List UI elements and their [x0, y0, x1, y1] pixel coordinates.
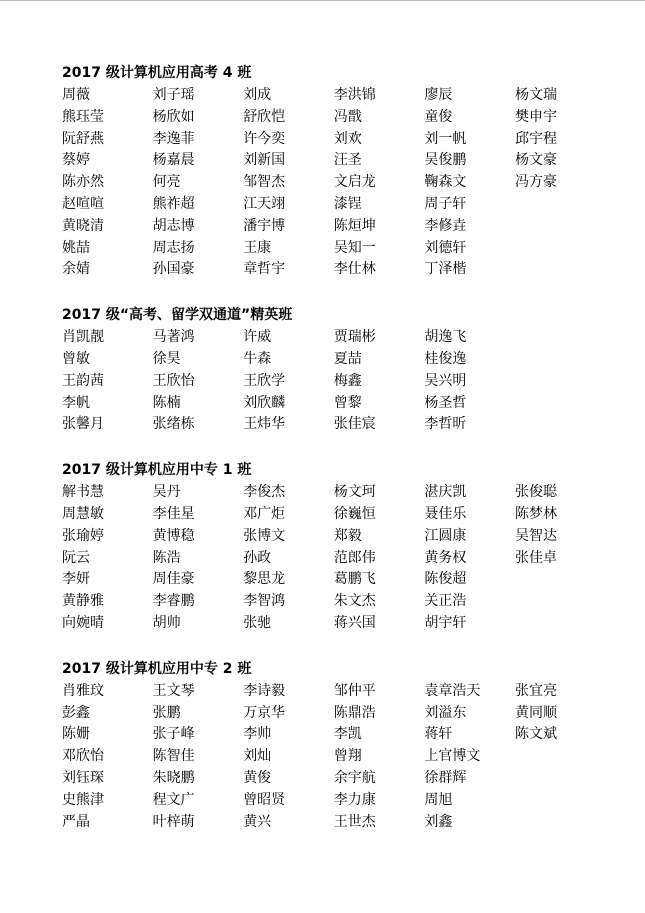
student-name: 徐群辉	[424, 769, 467, 786]
student-name: 陈文斌	[514, 726, 557, 743]
student-name: 黄同顺	[514, 704, 557, 721]
student-name: 曾敏	[62, 350, 90, 367]
student-name: 王欣怡	[152, 372, 195, 389]
student-name: 潘宇博	[243, 217, 286, 234]
student-name: 刘一帆	[424, 130, 467, 147]
name-row	[62, 85, 632, 107]
name-row	[62, 812, 632, 834]
name-row	[62, 414, 632, 436]
student-name: 漆锃	[333, 195, 362, 212]
student-name: 牛森	[243, 350, 272, 367]
student-name: 余宇航	[333, 769, 376, 786]
name-row	[62, 591, 632, 613]
name-row	[62, 259, 632, 281]
student-name: 李妍	[62, 571, 90, 588]
student-name: 刘灿	[243, 748, 272, 765]
student-name: 李修垚	[424, 217, 467, 234]
student-name: 陈浩	[152, 549, 181, 566]
student-name: 陈梦林	[514, 505, 557, 522]
student-name: 周子轩	[424, 195, 467, 212]
student-name: 聂佳乐	[424, 505, 467, 522]
student-name: 吴兴明	[424, 372, 467, 389]
student-name: 黄务权	[424, 549, 467, 566]
student-name: 周慧敏	[62, 505, 104, 522]
student-name: 杨欣如	[152, 108, 195, 125]
student-name: 刘欣麟	[243, 394, 286, 411]
page-top-border	[0, 0, 645, 1]
student-name: 蔡婷	[62, 152, 90, 169]
name-row	[62, 724, 632, 746]
name-row	[62, 681, 632, 703]
student-name: 邹智杰	[243, 174, 286, 191]
student-name: 王欣学	[243, 372, 286, 389]
student-name: 严晶	[62, 813, 90, 830]
name-row	[62, 371, 632, 393]
class-section	[62, 657, 632, 834]
name-row	[62, 129, 632, 151]
name-row	[62, 746, 632, 768]
student-name: 彭鑫	[62, 704, 90, 721]
student-name: 杨文瑞	[514, 87, 557, 103]
student-name: 廖辰	[424, 87, 453, 103]
name-row	[62, 238, 632, 260]
student-name: 张佳宸	[333, 416, 376, 433]
student-name: 胡志博	[152, 217, 195, 234]
student-name: 李帅	[243, 726, 272, 743]
student-name: 曾黎	[333, 394, 362, 411]
student-name: 张宜亮	[514, 682, 557, 699]
student-name: 徐昊	[152, 350, 181, 367]
student-name: 陈俊超	[424, 571, 467, 588]
student-name: 袁章浩天	[424, 682, 481, 699]
name-row	[62, 150, 632, 172]
student-name: 陈姗	[62, 726, 90, 743]
name-row	[62, 504, 632, 526]
name-row	[62, 172, 632, 194]
student-name: 张佳卓	[514, 549, 557, 566]
student-name: 何亮	[152, 174, 181, 191]
student-name: 王炜华	[243, 416, 286, 433]
student-name: 樊申宇	[514, 108, 557, 125]
student-name: 汪圣	[333, 152, 362, 169]
student-name: 刘成	[243, 87, 272, 103]
student-name: 王韵茜	[62, 372, 104, 389]
student-name: 邱宇程	[514, 130, 557, 147]
student-name: 王世杰	[333, 813, 376, 830]
name-row	[62, 194, 632, 216]
student-name: 胡帅	[152, 614, 181, 631]
student-name: 孙国豪	[152, 261, 195, 278]
student-name: 梅鑫	[333, 372, 362, 389]
student-name: 周旭	[424, 791, 453, 808]
student-name: 文启龙	[333, 174, 376, 191]
student-name: 姚喆	[62, 239, 90, 256]
student-name: 黄兴	[243, 813, 272, 830]
student-name: 邓广炬	[243, 505, 286, 522]
student-name: 邹仲平	[333, 682, 376, 699]
student-name: 葛鹏飞	[333, 571, 376, 588]
student-name: 张瑜婷	[62, 527, 104, 544]
student-name: 张子峰	[152, 726, 195, 743]
student-name: 丁泽楷	[424, 261, 467, 278]
student-name: 李凯	[333, 726, 362, 743]
student-name: 马著鸿	[152, 329, 195, 346]
name-row	[62, 768, 632, 790]
student-name: 肖雅玟	[62, 682, 104, 699]
student-name: 杨文豪	[514, 152, 557, 169]
student-name: 熊祚超	[152, 195, 195, 212]
student-name: 鞠森文	[424, 174, 467, 191]
name-row	[62, 349, 632, 371]
student-name: 陈楠	[152, 394, 181, 411]
student-name: 黄俊	[243, 769, 272, 786]
student-name: 杨嘉晨	[152, 152, 195, 169]
student-name: 张鹏	[152, 704, 181, 721]
name-row	[62, 393, 632, 415]
class-section	[62, 458, 632, 635]
class-title: 2017 级计算机应用中专 1 班	[62, 462, 252, 479]
student-name: 冯方豪	[514, 174, 557, 191]
student-name: 许威	[243, 329, 272, 346]
class-title: 2017 级计算机应用高考 4 班	[62, 65, 252, 81]
student-name: 吴丹	[152, 484, 181, 501]
student-name: 李诗毅	[243, 682, 286, 699]
student-name: 陈烜坤	[333, 217, 376, 234]
name-row	[62, 703, 632, 725]
student-name: 阮舒燕	[62, 130, 104, 147]
student-name: 章哲宇	[243, 261, 286, 278]
student-name: 李洪锦	[333, 87, 376, 103]
student-name: 夏喆	[333, 350, 362, 367]
student-name: 李力康	[333, 791, 376, 808]
student-name: 赵喧喧	[62, 195, 104, 212]
student-name: 范郎伟	[333, 549, 376, 566]
student-name: 张俊聪	[514, 484, 557, 501]
student-name: 李睿鹏	[152, 593, 195, 610]
student-name: 王文琴	[152, 682, 195, 699]
student-name: 蒋兴国	[333, 614, 376, 631]
student-name: 刘溢东	[424, 704, 467, 721]
student-name: 黄博稳	[152, 527, 195, 544]
student-name: 叶梓萌	[152, 813, 195, 830]
student-name: 刘子瑶	[152, 87, 195, 103]
student-name: 曾翔	[333, 748, 362, 765]
student-name: 胡逸飞	[424, 329, 467, 346]
name-row	[62, 526, 632, 548]
student-name: 余婧	[62, 261, 90, 278]
student-name: 张馨月	[62, 416, 104, 433]
class-section	[62, 61, 632, 281]
student-name: 李俊杰	[243, 484, 286, 501]
student-name: 舒欣恺	[243, 108, 286, 125]
student-name: 吴俊鹏	[424, 152, 467, 169]
student-name: 李哲昕	[424, 416, 467, 433]
class-roster-document	[62, 61, 632, 833]
student-name: 湛庆凯	[424, 484, 467, 501]
student-name: 曾昭贤	[243, 791, 286, 808]
student-name: 江圆康	[424, 527, 467, 544]
student-name: 朱晓鹏	[152, 769, 195, 786]
student-name: 杨文珂	[333, 484, 376, 501]
student-name: 蒋轩	[424, 726, 453, 743]
name-row	[62, 548, 632, 570]
student-name: 史熊津	[62, 791, 104, 808]
student-name: 周薇	[62, 87, 90, 103]
student-name: 李智鸿	[243, 593, 286, 610]
student-name: 黄静雅	[62, 593, 104, 610]
student-name: 向婉晴	[62, 614, 104, 631]
class-title: 2017 级“高考、留学双通道”精英班	[62, 307, 293, 324]
student-name: 肖凯靓	[62, 329, 104, 346]
student-name: 周佳豪	[152, 571, 195, 588]
student-name: 万京华	[243, 704, 286, 721]
student-name: 刘鑫	[424, 813, 453, 830]
student-name: 吴知一	[333, 239, 376, 256]
student-name: 陈鼎浩	[333, 704, 376, 721]
name-row	[62, 327, 632, 349]
name-row	[62, 482, 632, 504]
student-name: 王康	[243, 239, 272, 256]
class-section	[62, 303, 632, 436]
student-name: 刘德轩	[424, 239, 467, 256]
name-row	[62, 107, 632, 129]
student-name: 张博文	[243, 527, 286, 544]
student-name: 张绪栋	[152, 416, 195, 433]
student-name: 熊珏莹	[62, 108, 104, 125]
student-name: 阮云	[62, 549, 90, 566]
name-row	[62, 790, 632, 812]
student-name: 解书慧	[62, 484, 104, 501]
student-name: 贾瑞彬	[333, 329, 376, 346]
student-name: 李佳星	[152, 505, 195, 522]
student-name: 冯戬	[333, 108, 362, 125]
student-name: 李仕林	[333, 261, 376, 278]
student-name: 李帆	[62, 394, 90, 411]
student-name: 程文广	[152, 791, 195, 808]
student-name: 黄晓清	[62, 217, 104, 234]
student-name: 陈亦然	[62, 174, 104, 191]
student-name: 刘新国	[243, 152, 286, 169]
student-name: 许今奕	[243, 130, 286, 147]
student-name: 孙政	[243, 549, 272, 566]
student-name: 徐巍恒	[333, 505, 376, 522]
student-name: 童俊	[424, 108, 453, 125]
class-title: 2017 级计算机应用中专 2 班	[62, 660, 252, 677]
student-name: 关正浩	[424, 593, 467, 610]
student-name: 陈智佳	[152, 748, 195, 765]
student-name: 江天翊	[243, 195, 286, 212]
student-name: 吴智达	[514, 527, 557, 544]
student-name: 张驰	[243, 614, 272, 631]
student-name: 胡宇轩	[424, 614, 467, 631]
student-name: 桂俊逸	[424, 350, 467, 367]
student-name: 邓欣怡	[62, 748, 104, 765]
student-name: 杨圣哲	[424, 394, 467, 411]
student-name: 刘欢	[333, 130, 362, 147]
student-name: 周志扬	[152, 239, 195, 256]
name-row	[62, 569, 632, 591]
student-name: 黎思龙	[243, 571, 286, 588]
student-name: 刘钰琛	[62, 769, 104, 786]
student-name: 郑毅	[333, 527, 362, 544]
student-name: 上官博文	[424, 748, 481, 765]
student-name: 朱文杰	[333, 593, 376, 610]
name-row	[62, 216, 632, 238]
name-row	[62, 613, 632, 635]
student-name: 李逸菲	[152, 130, 195, 147]
